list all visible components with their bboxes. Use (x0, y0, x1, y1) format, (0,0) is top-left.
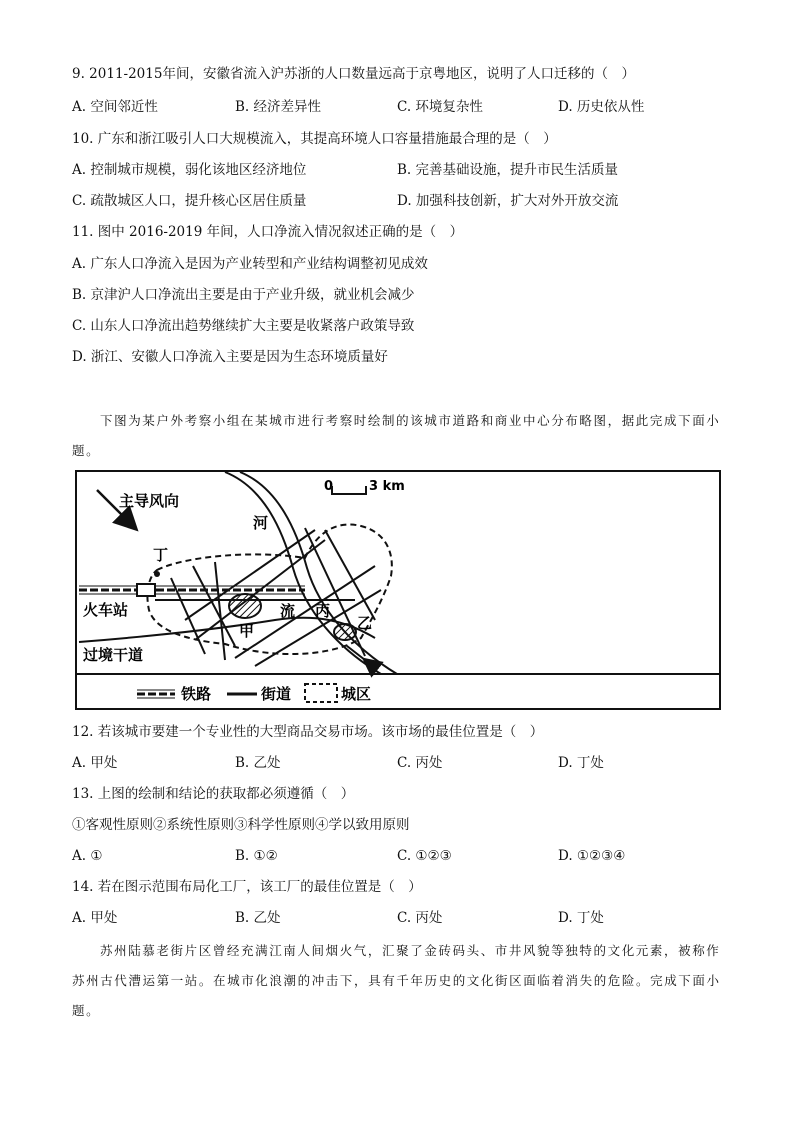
q9-option-c: C. 环境复杂性 (397, 99, 483, 115)
q13-option-a: A. ① (72, 848, 103, 864)
commercial-center-jia (229, 594, 261, 618)
q11-option-b: B. 京津沪人口净流出主要是由于产业升级，就业机会减少 (72, 287, 415, 303)
station-label: 火车站 (83, 601, 129, 619)
location-yi-label: 乙 (357, 614, 373, 632)
city-map (75, 470, 721, 710)
q14-option-b: B. 乙处 (235, 910, 281, 926)
transit-road-label: 过境干道 (83, 646, 144, 664)
q10-stem: 10. 广东和浙江吸引人口大规模流入，其提高环境人口容量措施最合理的是（ ） (72, 131, 557, 147)
q13-option-c: C. ①②③ (397, 848, 452, 864)
location-bing-label: 丙 (315, 602, 331, 620)
q13-option-b: B. ①② (235, 848, 278, 864)
q10-option-c: C. 疏散城区人口，提升核心区居住质量 (72, 193, 307, 209)
q11-option-c: C. 山东人口净流出趋势继续扩大主要是收紧落户政策导致 (72, 318, 415, 334)
river-label: 河 (253, 514, 269, 532)
q9-option-d: D. 历史依从性 (558, 99, 645, 115)
location-ding-label: 丁 (153, 546, 169, 564)
q11-stem: 11. 图中 2016-2019 年间，人口净流入情况叙述正确的是（ ） (72, 224, 464, 240)
q9-stem: 9. 2011-2015年间，安徽省流入沪苏浙的人口数量远高于京粤地区，说明了人口迁移的（ ） (72, 66, 635, 82)
scale-length: 3 km (369, 479, 405, 494)
q12-option-d: D. 丁处 (558, 755, 604, 771)
scale-zero: 0 (324, 479, 334, 494)
q13-stem: 13. 上图的绘制和结论的获取都必须遵循（ ） (72, 786, 355, 802)
q10-option-a: A. 控制城市规模，弱化该地区经济地位 (72, 162, 307, 178)
location-jia-label: 甲 (239, 622, 255, 640)
q13-option-d: D. ①②③④ (558, 848, 626, 864)
q14-stem: 14. 若在图示范围布局化工厂，该工厂的最佳位置是（ ） (72, 879, 422, 895)
q12-stem: 12. 若该城市要建一个专业性的大型商品交易市场。该市场的最佳位置是（ ） (72, 724, 544, 740)
q14-option-d: D. 丁处 (558, 910, 604, 926)
legend-street-label: 街道 (261, 685, 292, 703)
q12-option-c: C. 丙处 (397, 755, 443, 771)
q13-items: ①客观性原则②系统性原则③科学性原则④学以致用原则 (72, 817, 410, 833)
city-map-figure (75, 470, 721, 710)
train-station-building (137, 584, 155, 596)
legend-city-label: 城区 (341, 685, 372, 703)
commercial-center-yi (334, 624, 356, 640)
q9-option-a: A. 空间邻近性 (72, 99, 158, 115)
map-intro-paragraph: 下图为某户外考察小组在某城市进行考察时绘制的该城市道路和商业中心分布略图，据此完成下面小题。 (72, 413, 721, 458)
q12-option-a: A. 甲处 (72, 755, 118, 771)
wind-label: 主导风向 (119, 492, 180, 510)
q12-option-b: B. 乙处 (235, 755, 281, 771)
q10-option-d: D. 加强科技创新，扩大对外开放交流 (397, 193, 619, 209)
suzhou-intro-paragraph: 苏州陆慕老街片区曾经充满江南人间烟火气，汇聚了金砖码头、市井风貌等独特的文化元素，被称作苏州古代漕运第一站。在城市化浪潮的冲击下，具有千年历史的文化街区面临着消失的危险。完成下面小题。 (72, 943, 721, 1018)
q14-option-c: C. 丙处 (397, 910, 443, 926)
q11-option-a: A. 广东人口净流入是因为产业转型和产业结构调整初见成效 (72, 256, 428, 272)
q14-option-a: A. 甲处 (72, 910, 118, 926)
river-flow-label: 流 (280, 602, 296, 620)
q11-option-d: D. 浙江、安徽人口净流入主要是因为生态环境质量好 (72, 349, 388, 365)
location-ding-point (154, 571, 160, 577)
q9-option-b: B. 经济差异性 (235, 99, 322, 115)
legend-rail-label: 铁路 (181, 685, 212, 703)
q10-option-b: B. 完善基础设施，提升市民生活质量 (397, 162, 619, 178)
